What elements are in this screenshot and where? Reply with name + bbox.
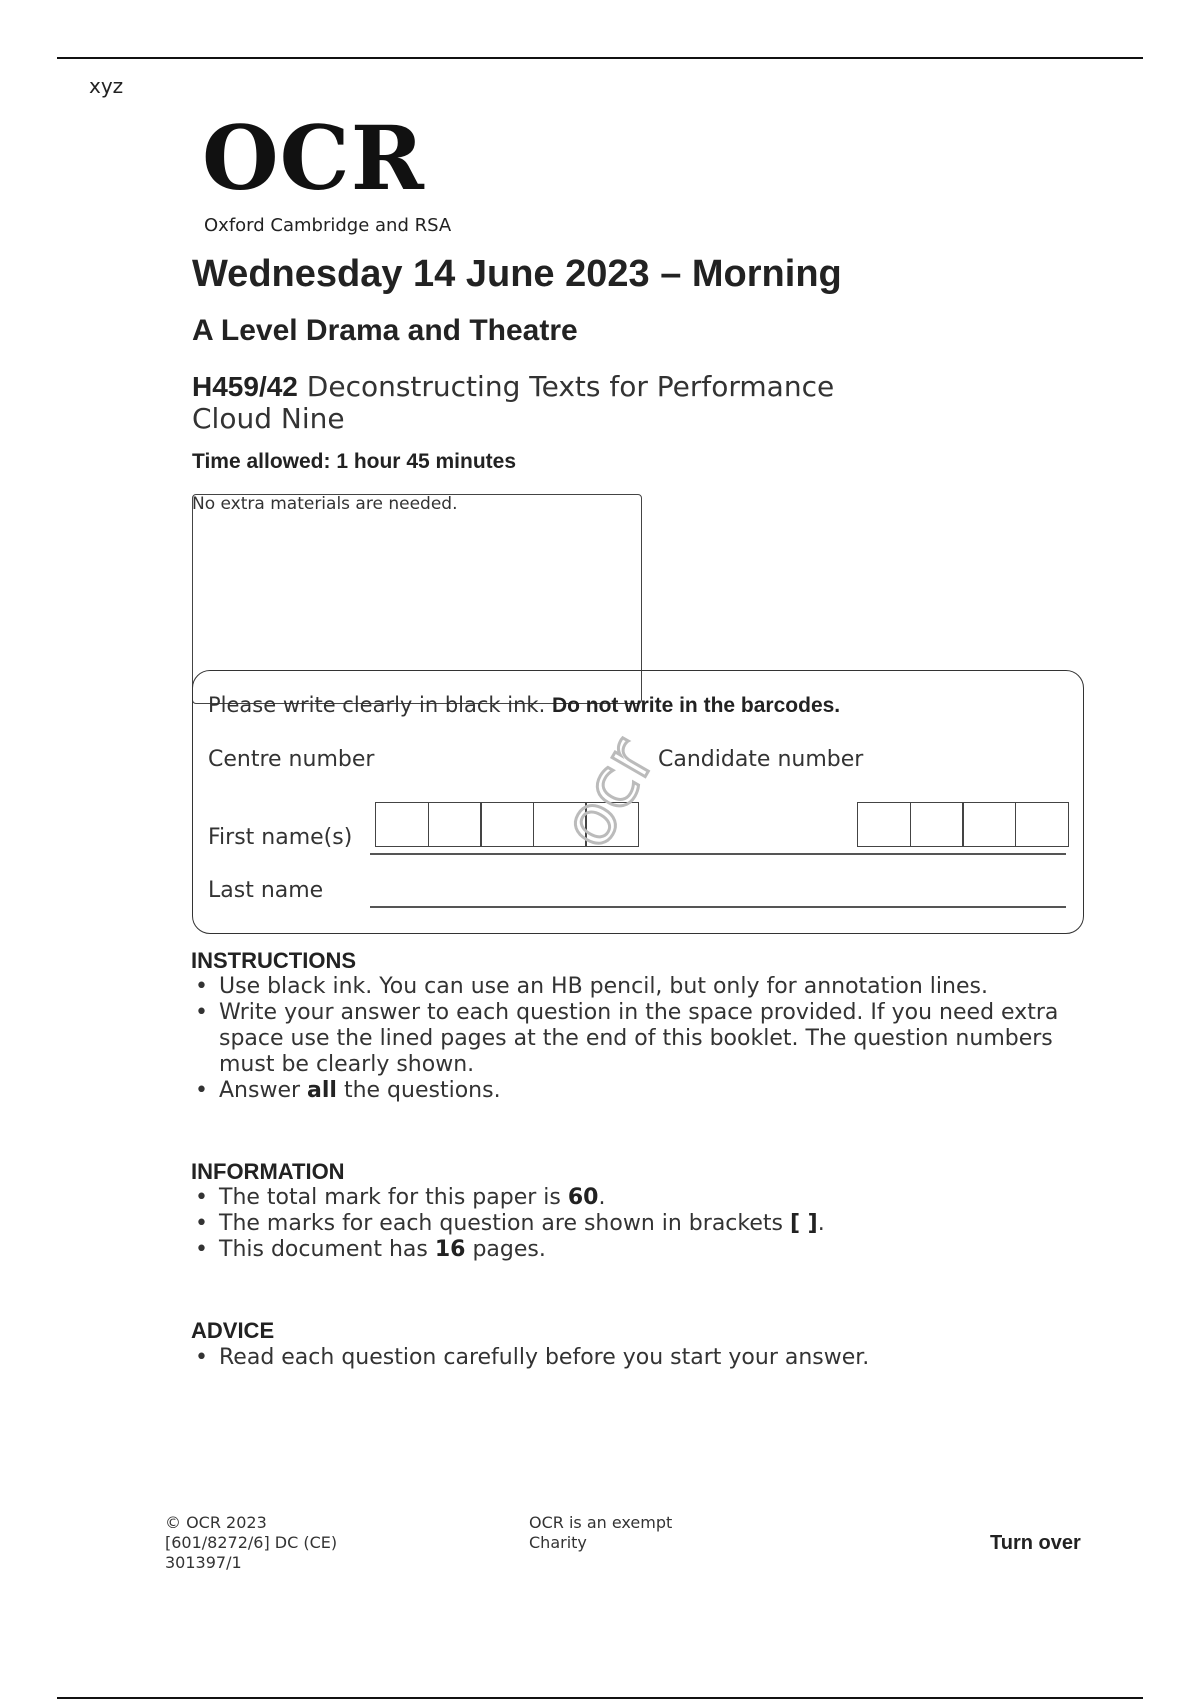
information-heading: INFORMATION bbox=[191, 1159, 345, 1184]
ocr-watermark: ocr bbox=[545, 724, 672, 861]
centre-number-label: Centre number bbox=[208, 747, 375, 772]
ocr-logo-tagline: Oxford Cambridge and RSA bbox=[204, 215, 452, 236]
materials-text: No extra materials are needed. bbox=[192, 494, 458, 514]
advice-list bbox=[191, 1345, 1091, 1371]
list-item: • This document has 16 pages. bbox=[191, 1237, 1091, 1263]
advice-heading: ADVICE bbox=[191, 1318, 275, 1343]
first-name-line[interactable] bbox=[370, 853, 1066, 855]
centre-number-digit-box[interactable] bbox=[480, 802, 534, 847]
list-item: • Read each question carefully before you start your answer. bbox=[191, 1345, 1091, 1371]
time-allowed: Time allowed: 1 hour 45 minutes bbox=[192, 450, 517, 473]
paper-code: H459/42 bbox=[192, 371, 298, 402]
charity-note: OCR is an exempt Charity bbox=[529, 1513, 673, 1552]
play-title: Cloud Nine bbox=[192, 402, 345, 435]
turn-over: Turn over bbox=[990, 1532, 1081, 1554]
reference-code: [601/8272/6] DC (CE) bbox=[165, 1533, 338, 1552]
centre-number-digit-box[interactable] bbox=[428, 802, 482, 847]
list-item: • Answer all the questions. bbox=[191, 1078, 1091, 1104]
copyright: © OCR 2023 bbox=[165, 1513, 267, 1532]
ocr-logo: OCR bbox=[202, 106, 425, 210]
document-id: 301397/1 bbox=[165, 1553, 242, 1572]
write-clearly-instruction bbox=[208, 693, 840, 718]
exam-date: Wednesday 14 June 2023 – Morning bbox=[192, 253, 842, 295]
candidate-number-digit-box[interactable] bbox=[910, 802, 964, 847]
candidate-number-digit-box[interactable] bbox=[962, 802, 1016, 847]
candidate-number-digit-box[interactable] bbox=[857, 802, 911, 847]
corner-text: xyz bbox=[89, 74, 124, 98]
last-name-label: Last name bbox=[208, 878, 324, 903]
first-name-label: First name(s) bbox=[208, 825, 353, 850]
last-name-line[interactable] bbox=[370, 906, 1066, 908]
bottom-rule bbox=[57, 1697, 1143, 1699]
paper-title: Deconstructing Texts for Performance bbox=[306, 370, 835, 403]
centre-number-digit-box[interactable] bbox=[375, 802, 429, 847]
top-rule bbox=[57, 57, 1143, 59]
list-item: • Write your answer to each question in the space provided. If you need extra space use the lined pages at the end of this booklet. The question numbers must be clearly shown. bbox=[191, 1000, 1091, 1078]
barcode-warning: Do not write in the barcodes. bbox=[551, 694, 841, 717]
instructions-heading: INSTRUCTIONS bbox=[191, 948, 356, 973]
exam-subject: A Level Drama and Theatre bbox=[192, 314, 578, 347]
candidate-number-digit-box[interactable] bbox=[1015, 802, 1069, 847]
paper-code-line bbox=[192, 370, 834, 403]
footer-left bbox=[165, 1513, 337, 1573]
candidate-number-label: Candidate number bbox=[658, 747, 864, 772]
candidate-number-boxes bbox=[857, 802, 1067, 847]
write-clearly-text: Please write clearly in black ink. bbox=[208, 693, 552, 717]
instructions-list bbox=[191, 974, 1091, 1104]
list-item: • Use black ink. You can use an HB pencil, but only for annotation lines. bbox=[191, 974, 1091, 1000]
information-list bbox=[191, 1185, 1091, 1263]
list-item: • The total mark for this paper is 60. bbox=[191, 1185, 1091, 1211]
list-item: • The marks for each question are shown in brackets [ ]. bbox=[191, 1211, 1091, 1237]
